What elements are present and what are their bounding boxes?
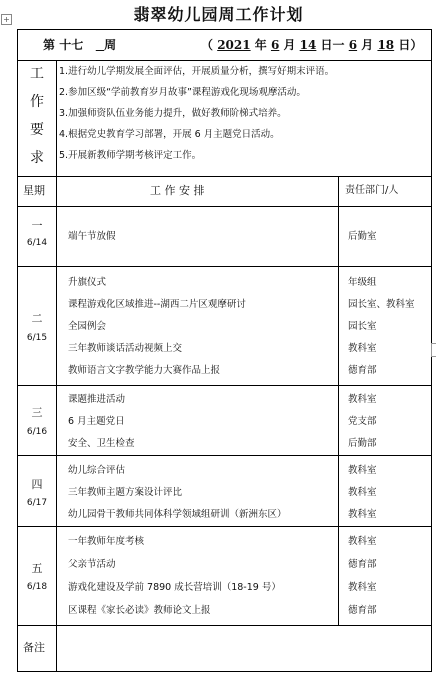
dept-item: 教科室 xyxy=(348,509,377,520)
dept-item: 教科室 xyxy=(348,343,377,354)
dept-item: 后勤室 xyxy=(348,231,377,242)
row-divider xyxy=(18,266,431,267)
row-divider xyxy=(18,176,431,177)
requirement-item: 1.进行幼儿学期发展全面评估，开展质量分析，撰写好期末评语。 xyxy=(59,66,335,77)
task-item: 游戏化建设及学前 7890 成长营培训（18-19 号） xyxy=(68,582,281,593)
day-wednesday-date: 6/16 xyxy=(26,427,48,437)
dept-item: 德育部 xyxy=(348,605,377,616)
day-tuesday-date: 6/15 xyxy=(26,333,48,343)
week-date-range: （ 2021 年 6 月 14 日一 6 月 18 日） xyxy=(201,38,423,52)
dept-item: 园长室、教科室 xyxy=(348,299,415,310)
task-item: 幼儿园骨干教师共同体科学领域组研训（新洲东区） xyxy=(68,509,287,520)
dept-item: 德育部 xyxy=(348,559,377,570)
header-plan: 工 作 安 排 xyxy=(150,184,205,197)
row-divider xyxy=(18,385,431,386)
day-friday-name: 五 xyxy=(31,562,43,575)
row-divider xyxy=(18,526,431,527)
dept-item: 党支部 xyxy=(348,416,377,427)
requirements-label-char: 作 xyxy=(30,94,44,110)
header-day: 星期 xyxy=(23,184,45,197)
task-item: 三年教师谈话活动视频上交 xyxy=(68,343,183,354)
col-divider xyxy=(338,176,339,625)
task-item: 升旗仪式 xyxy=(68,277,107,288)
week-label: 第 十七 周 xyxy=(43,38,117,52)
task-item: 父亲节活动 xyxy=(68,559,116,570)
row-divider xyxy=(18,455,431,456)
day-monday-date: 6/14 xyxy=(26,238,48,248)
dept-item: 德育部 xyxy=(348,365,377,376)
day-tuesday-name: 二 xyxy=(31,312,43,325)
header-dept: 责任部门/人 xyxy=(345,185,399,196)
requirement-item: 5.开展新教师学期考核评定工作。 xyxy=(59,150,202,161)
task-item: 三年教师主题方案设计评比 xyxy=(68,487,183,498)
row-divider xyxy=(18,60,431,61)
page-title: 翡翠幼儿园周工作计划 xyxy=(133,5,304,24)
table-anchor-icon[interactable]: + xyxy=(1,14,12,25)
task-item: 幼儿综合评估 xyxy=(68,465,126,476)
day-thursday-date: 6/17 xyxy=(26,498,48,508)
dept-item: 教科室 xyxy=(348,582,377,593)
requirements-label-char: 要 xyxy=(30,122,44,138)
dept-item: 教科室 xyxy=(348,465,377,476)
dept-item: 园长室 xyxy=(348,321,377,332)
col-divider xyxy=(56,60,57,671)
notes-label: 备注 xyxy=(23,641,45,654)
day-thursday-name: 四 xyxy=(31,478,43,491)
dept-item: 年级组 xyxy=(348,277,377,288)
day-monday-name: 一 xyxy=(31,219,43,232)
resize-handle[interactable] xyxy=(431,343,436,357)
requirement-item: 4.根据党史教育学习部署，开展 6 月主题党日活动。 xyxy=(59,129,280,140)
task-item: 课题推进活动 xyxy=(68,394,126,405)
task-item: 区课程《家长必读》教师论文上报 xyxy=(68,605,211,616)
day-wednesday-name: 三 xyxy=(31,406,43,419)
requirements-label-char: 求 xyxy=(30,150,44,166)
task-item: 全园例会 xyxy=(68,321,107,332)
task-item: 教师语言文字教学能力大赛作品上报 xyxy=(68,365,221,376)
task-item: 安全、卫生检查 xyxy=(68,438,135,449)
dept-item: 后勤部 xyxy=(348,438,377,449)
row-divider xyxy=(18,625,431,626)
task-item: 端午节放假 xyxy=(68,231,116,242)
dept-item: 教科室 xyxy=(348,487,377,498)
requirement-item: 3.加强师资队伍业务能力提升，做好教师阶梯式培养。 xyxy=(59,108,287,119)
day-friday-date: 6/18 xyxy=(26,582,48,592)
dept-item: 教科室 xyxy=(348,394,377,405)
plan-table xyxy=(17,29,432,672)
task-item: 一年教师年度考核 xyxy=(68,536,145,547)
row-divider xyxy=(18,206,431,207)
requirement-item: 2.参加区级“学前教育岁月故事”课程游戏化现场观摩活动。 xyxy=(59,87,306,98)
dept-item: 教科室 xyxy=(348,536,377,547)
task-item: 6 月主题党日 xyxy=(68,416,125,427)
task-item: 课程游戏化区域推进--湖西二片区观摩研讨 xyxy=(68,299,246,310)
requirements-label-char: 工 xyxy=(30,66,44,82)
